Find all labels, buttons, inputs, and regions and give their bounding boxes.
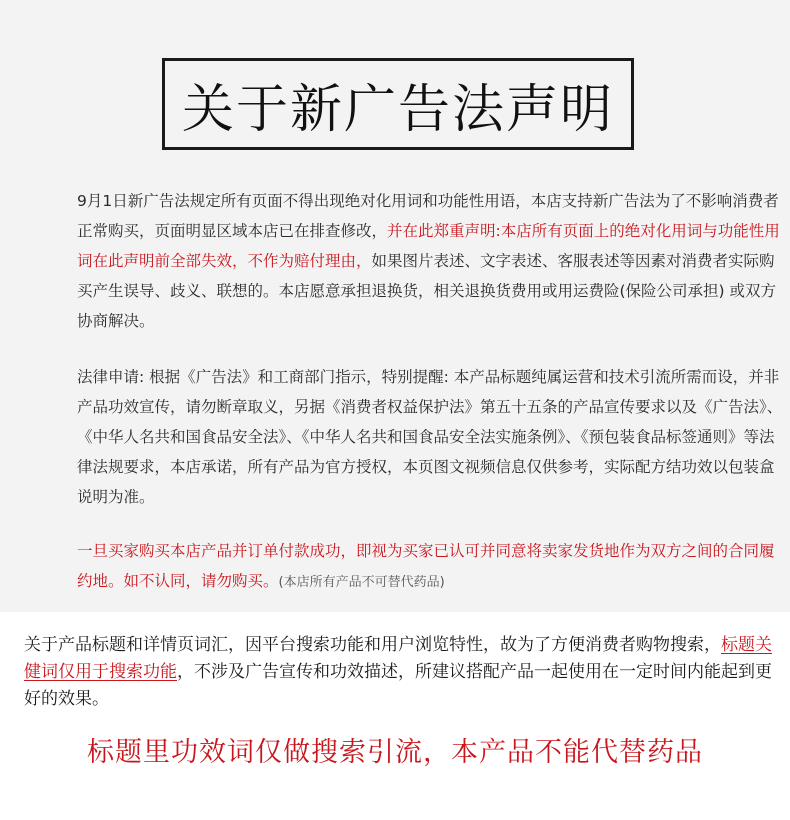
search-only-highlight: 标题关健词仅用于搜索功能 (24, 635, 772, 682)
ad-law-paragraph (46, 186, 789, 336)
purchase-agreement-paragraph (46, 536, 789, 598)
title-keywords-text-end: ，不涉及广告宣传和功效描述，所建议搭配产品一起使用在一定时间内能起到更好的效果。 (24, 662, 772, 709)
page-title: 关于新广告法声明 (181, 79, 614, 140)
legal-notice-text: 法律申请: 根据《广告法》和工商部门指示，特别提醒: 本产品标题纯属运营和技术引流所需而设，并非产品功效宣传，请勿断章取义，另据《消费者权益保护法》第五十五条的产品宣传要求以及《广告法》、《中华人名共和国食品安全法》、《中华人名共和国食品安全法实施条例》、《预包装食品标签通则》等法律法规要求，本店承诺，所有产品为官方授权，本页图文视频信息仅供参考，实际配方结功效以包装盒说明为准。 (77, 368, 783, 506)
ad-law-text: 9月1日新广告法规定所有页面不得出现绝对化用词和功能性用语，本店支持新广告法为了不影响消费者正常购买，页面明显区域本店已在排查修改， (77, 192, 779, 240)
ad-law-remedy-text: 如果图片表述、文字表述、客服表述等因素对消费者实际购买产生误导、歧义、联想的。本店愿意承担退换货，相关退换货费用或用运费险(保险公司承担) 或双方协商解决。 (77, 252, 777, 330)
not-medicine-warning: 标题里功效词仅做搜索引流，本产品不能代替药品 (87, 737, 703, 768)
title-keywords-paragraph (24, 632, 776, 713)
purchase-agreement-text: 一旦买家购买本店产品并订单付款成功，即视为买家已认可并同意将卖家发货地作为双方之间的合同履约地。如不认同，请勿购买。 (77, 542, 775, 590)
not-medicine-note: (本店所有产品不可替代药品) (278, 575, 445, 590)
title-keywords-text: 关于产品标题和详情页词汇，因平台搜索功能和用户浏览特性，故为了方便消费者购物搜索， (24, 635, 721, 655)
title-box (162, 58, 634, 150)
legal-notice-paragraph (46, 362, 789, 512)
ad-law-declaration: 并在此郑重声明:本店所有页面上的绝对化用词与功能性用词在此声明前全部失效，不作为赔付理由， (77, 222, 780, 270)
